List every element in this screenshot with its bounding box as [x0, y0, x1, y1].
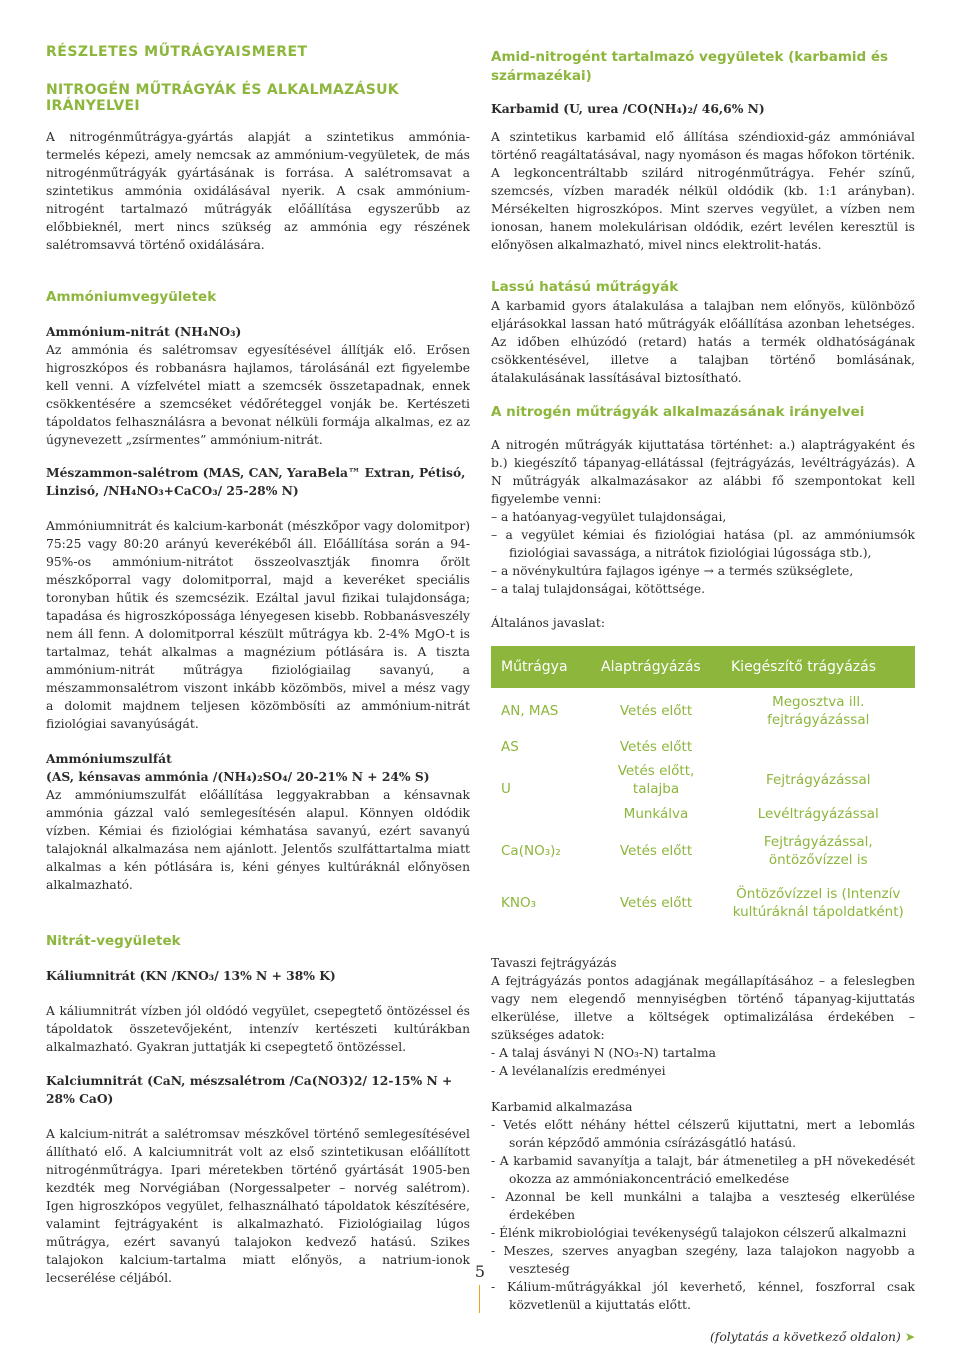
spring-list: [491, 1044, 915, 1080]
list-item: – a vegyület kémiai és fiziológiai hatása (pl. az ammóniumsók fiziológiai savassága, a nitrátok fiziológiai lúgossága stb.),: [491, 528, 915, 560]
guidelines-list: [491, 508, 915, 598]
table-cell: [721, 734, 915, 760]
table-header-cell: Alaptrágyázás: [591, 646, 721, 688]
general-recommendation-label: Általános javaslat:: [491, 616, 605, 630]
page-number: 5: [474, 1262, 486, 1281]
table-cell: Vetés előtt: [591, 734, 721, 760]
table-cell: Vetés előtt, talajba: [591, 760, 721, 800]
spring-title: Tavaszi fejtrágyázás: [491, 956, 617, 970]
mas-text: Ammóniumnitrát és kalcium-karbonát (mészkőpor vagy dolomitpor) 75:25 vagy 80:20 arányú keverékéből áll. Előállítása során a 94-95%-os ammónium-nitrátot összeolvasztják finomra őrölt mészkőporral vagy dolomitporral, majd a keveréket speciális toronyban hűtik és szemcsézik. Ezáltal javul fizikai tulajdonsága; tapadása és higroszkópossága lényegesen kisebb. Robbanásveszély nem áll fenn. A dolomitporral készült műtrágya kb. 2-4% MgO-t is tartalmaz, tehát alkalmas a magnézium pótlására is. A tiszta ammónium-nitrát műtrágya fiziológiailag savanyú, a mészammonsalétrom viszont inkább közömbös, mivel a mész vagy a dolomit majdnem teljesen közömbösíti az ammónium-nitrát fiziológiai savanyúságát.: [46, 519, 470, 731]
table-cell: KNO₃: [491, 874, 591, 932]
intro-paragraph: A nitrogénműtrágya-gyártás alapját a szintetikus ammónia-termelés képezi, amely nemcsak az ammónium-vegyületek, de más nitrogénműtrágyák gyártásának is forrása. A salétromsavat a szintetikus ammónia oxidálásával nyerik. A csak ammónium-nitrogént tartalmazó műtrágyák előállítása egyszerűbb az előbbieknél, mert nincs szükség az ammónia egy részének salétromsavvá történő oxidálására.: [46, 130, 470, 252]
table-cell: Vetés előtt: [591, 688, 721, 734]
urea-application-list: [491, 1116, 915, 1314]
table-header-cell: Kiegészítő trágyázás: [721, 646, 915, 688]
page-title: RÉSZLETES MŰTRÁGYAISMERET: [46, 44, 308, 60]
an-title: Ammónium-nitrát (NH₄NO₃): [46, 324, 242, 339]
table-cell: [491, 800, 591, 828]
list-item: - Meszes, szerves anyagban szegény, laza talajokon nagyobb a veszteség: [491, 1244, 915, 1276]
slow-heading: Lassú hatású műtrágyák: [491, 279, 679, 295]
mas-title: Mészammon-salétrom (MAS, CAN, YaraBela™ Extran, Pétisó, Linzisó, /NH₄NO₃+CaCO₃/ 25-28% N): [46, 465, 466, 498]
list-item: - Élénk mikrobiológiai tevékenységű talajokon célszerű alkalmazni: [491, 1226, 907, 1240]
table-row: [491, 688, 915, 734]
slow-text: A karbamid gyors átalakulása a talajban nem előnyös, különböző eljárásokkal lassan ható műtrágyák előállítása azonban lehetséges. Az időben elhúzódó (retard) hatás a termék oldhatóságának csökkentésével, illetve a talajban történő bomlásának, átalakulásának lassításával biztosítható.: [491, 299, 915, 385]
nitrate-heading: Nitrát-vegyületek: [46, 933, 181, 949]
as-text: Az ammóniumszulfát előállítása leggyakrabban a kénsavnak ammónia gázzal való semlegesítésén alapul. Könnyen oldódik vízben. Kémiai és fiziológiai kémhatása savanyú, ezért savanyú talajoknál alkalmazása nem ajánlott. Jelentős szulfáttartalma miatt alkalmas a kén pótlására is, kéni gényes kultúráknál előnyösen alkalmazható.: [46, 788, 470, 892]
table-cell: Levéltrágyázással: [757, 806, 879, 822]
an-text: Az ammónia és salétromsav egyesítésével állítják elő. Erősen higroszkópos és robbanásra hajlamos, tárolásánál ezt figyelembe kell venni. A vízfelvétel miatt a szemcsék összetapadnak, ennek csökkentésére a szemcséket védőréteggel vonják be. Kertészeti tápoldatos felhasználásra a bevonat nélküli formája alkalmas, ez az úgynevezett „zsírmentes” ammónium-nitrát.: [46, 343, 470, 447]
table-cell: Vetés előtt: [591, 828, 721, 874]
list-item: - A talaj ásványi N (NO₃-N) tartalma: [491, 1046, 716, 1060]
arrowhead-right-icon: ➤: [904, 1330, 915, 1344]
kn-text: A káliumnitrát vízben jól oldódó vegyület, csepegtető öntözéssel és tápoldatok összetevőjeként, intenzív kertészeti kultúrákban alkalmazható. Gyakran juttatják ki csepegtető öntözéssel.: [46, 1004, 470, 1054]
table-cell: Fejtrágyázással: [766, 772, 871, 788]
ammonium-heading: Ammóniumvegyületek: [46, 289, 217, 305]
table-cell: Munkálva: [591, 800, 721, 828]
right-column: [491, 44, 915, 1356]
table-cell: AS: [491, 734, 591, 760]
table-cell: Megosztva ill. fejtrágyázással: [767, 694, 870, 728]
table-cell: Ca(NO₃)₂: [491, 828, 591, 874]
table-cell: Öntözővízzel is (Intenzív kultúráknál tápoldatként): [732, 886, 904, 920]
table-row: [491, 734, 915, 760]
urea-text: A szintetikus karbamid elő állítása széndioxid-gáz ammóniával történő reagáltatásával, nagy nyomáson és magas hőfokon történik. A legkoncentráltabb szilárd nitrogénműtrágya. Fehér színű, szemcsés, vízben maradék nélkül oldódik (kb. 1:1 arányban). Mérsékelten higroszkópos. Mint szerves vegyület, a vízben nem ionosan, hanem molekulárisan oldódik, ezért levélen keresztül is előnyösen alkalmazható, mivel nincs elektrolit-hatás.: [491, 130, 915, 252]
spring-text: A fejtrágyázás pontos adagjának megállapításához – a feleslegben vagy nem elegendő mennyiségben történő tápanyag-kijuttatás elkerülése, illetve a költségek optimalizálása érdekében – szükséges adatok:: [491, 974, 915, 1042]
table-header-row: [491, 646, 915, 688]
table-row: [491, 760, 915, 800]
list-item: – a növénykultúra fajlagos igénye → a termés szükséglete,: [491, 564, 854, 578]
kn-title: Káliumnitrát (KN /KNO₃/ 13% N + 38% K): [46, 968, 336, 983]
table-row: [491, 800, 915, 828]
list-item: – a hatóanyag-vegyület tulajdonságai,: [491, 510, 727, 524]
continued-text: (folytatás a következő oldalon): [709, 1330, 901, 1344]
left-column: [46, 44, 470, 1287]
continued-note: [491, 1330, 915, 1344]
page-subtitle: NITROGÉN MŰTRÁGYÁK ÉS ALKALMAZÁSUK IRÁNYELVEI: [46, 82, 399, 114]
table-row: [491, 828, 915, 874]
as-title: Ammóniumszulfát: [46, 751, 172, 766]
table-cell: U: [491, 760, 591, 800]
amide-heading: Amid-nitrogént tartalmazó vegyületek (karbamid és származékai): [491, 49, 889, 84]
can-text: A kalcium-nitrát a salétromsav mészkővel történő semlegesítésével állítható elő. A kalciumnitrát volt az első szintetikusan előállított nitrogénműtrágya. Ipari méretekben történő gyártását 1905-ben kezdték meg Norvégiában (Norgessalpeter – norvég salétrom). Igen higroszkópos vegyület, felhasználható tápoldatok készítésére, valamint fejtrágyaként is alkalmazható. Fiziológiailag lúgos műtrágya, ezért savanyú talajokon kedvező hatású. Szikes talajokon kalcium-tartalma miatt előnyös, a natrium-ionok lecserélése céljából.: [46, 1127, 470, 1285]
guidelines-text: A nitrogén műtrágyák kijuttatása történhet: a.) alaptrágyaként és b.) kiegészítő tápanyag-ellátással (fejtrágyázás, levéltrágyázás). A N műtrágyák alkalmazásakor az alábbi fő szempontokat kell figyelembe venni:: [491, 438, 915, 506]
list-item: - Vetés előtt néhány héttel célszerű kijuttatni, mert a lebomlás során képződő ammónia csírázásgátló hatású.: [491, 1118, 915, 1150]
fertilizer-table: [491, 646, 915, 932]
table-cell: Vetés előtt: [591, 874, 721, 932]
urea-application-title: Karbamid alkalmazása: [491, 1100, 633, 1114]
can-title: Kalciumnitrát (CaN, mészsalétrom /Ca(NO3)2/ 12-15% N + 28% CaO): [46, 1073, 453, 1106]
list-item: - A levélanalízis eredményei: [491, 1064, 666, 1078]
list-item: - Kálium-műtrágyákkal jól keverhető, kénnel, foszforral csak közvetlenül a kijuttatás előtt.: [491, 1280, 915, 1312]
table-row: [491, 874, 915, 932]
as-title-formula: (AS, kénsavas ammónia /(NH₄)₂SO₄/ 20-21% N + 24% S): [46, 769, 430, 784]
page-number-line: [479, 1285, 480, 1313]
urea-title: Karbamid (U, urea /CO(NH₄)₂/ 46,6% N): [491, 101, 765, 116]
table-cell: Fejtrágyázással, öntözővízzel is: [763, 834, 873, 868]
table-cell: AN, MAS: [491, 688, 591, 734]
guidelines-heading: A nitrogén műtrágyák alkalmazásának irányelvei: [491, 404, 865, 420]
table-header-cell: Műtrágya: [491, 646, 591, 688]
list-item: - A karbamid savanyítja a talajt, bár átmenetileg a pH növekedését okozza az ammóniakoncentráció emelkedése: [491, 1154, 915, 1186]
list-item: – a talaj tulajdonságai, kötöttsége.: [491, 582, 706, 596]
list-item: - Azonnal be kell munkálni a talajba a veszteség elkerülése érdekében: [491, 1190, 915, 1222]
